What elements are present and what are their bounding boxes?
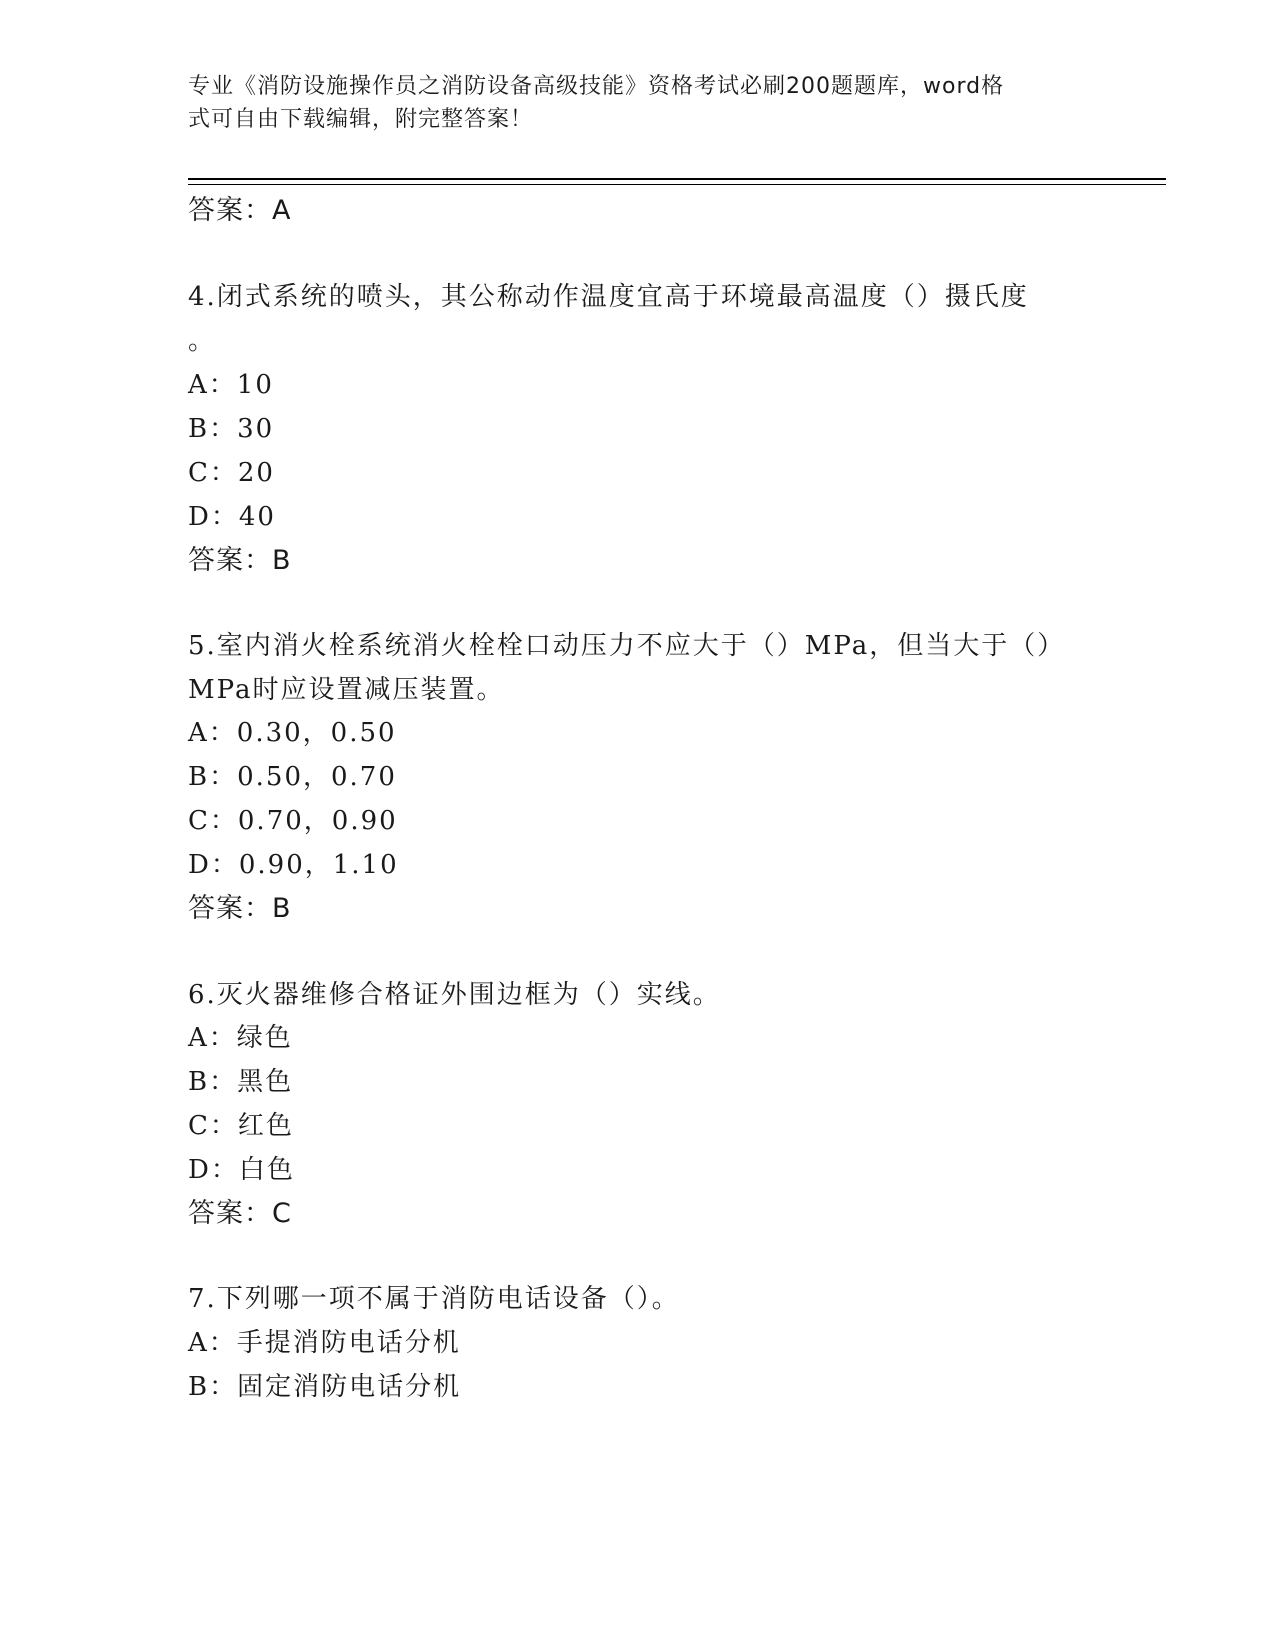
question-5-option-d: D：0.90，1.10 xyxy=(188,850,399,880)
document-header xyxy=(188,70,1068,136)
question-4-stem-line-2: 。 xyxy=(188,326,217,356)
question-6-answer: 答案：C xyxy=(188,1198,292,1229)
question-7-stem: 7.下列哪一项不属于消防电话设备（）。 xyxy=(188,1284,680,1314)
question-5-stem-line-2: MPa时应设置减压装置。 xyxy=(188,675,505,705)
header-rule-thick xyxy=(188,178,1166,180)
question-6-option-a: A：绿色 xyxy=(188,1023,293,1053)
previous-answer: 答案：A xyxy=(188,195,292,226)
question-5-option-c: C：0.70，0.90 xyxy=(188,806,398,836)
question-5-option-b: B：0.50，0.70 xyxy=(188,762,397,792)
question-7-option-a: A：手提消防电话分机 xyxy=(188,1328,461,1358)
question-6-option-d: D：白色 xyxy=(188,1155,295,1185)
question-6-option-b: B：黑色 xyxy=(188,1067,294,1097)
header-line-2: 式可自由下载编辑，附完整答案！ xyxy=(188,107,534,132)
question-5-stem-line-1: 5.室内消火栓系统消火栓栓口动压力不应大于（）MPa，但当大于（） xyxy=(188,631,1066,661)
question-4-option-b: B：30 xyxy=(188,414,275,444)
question-6-option-c: C：红色 xyxy=(188,1111,294,1141)
question-4-option-d: D：40 xyxy=(188,502,276,532)
question-4-answer: 答案：B xyxy=(188,545,292,576)
question-5-option-a: A：0.30，0.50 xyxy=(188,718,397,748)
question-6-stem: 6.灭火器维修合格证外围边框为（）实线。 xyxy=(188,980,721,1010)
question-7-option-b: B：固定消防电话分机 xyxy=(188,1372,462,1402)
question-4-stem-line-1: 4.闭式系统的喷头，其公称动作温度宜高于环境最高温度（）摄氏度 xyxy=(188,282,1029,312)
question-4-option-a: A：10 xyxy=(188,370,274,400)
question-4-option-c: C：20 xyxy=(188,458,275,488)
question-5-answer: 答案：B xyxy=(188,893,292,924)
header-line-1: 专业《消防设施操作员之消防设备高级技能》资格考试必刷200题题库，word格 xyxy=(188,74,1005,99)
header-rule-thin xyxy=(188,184,1166,185)
